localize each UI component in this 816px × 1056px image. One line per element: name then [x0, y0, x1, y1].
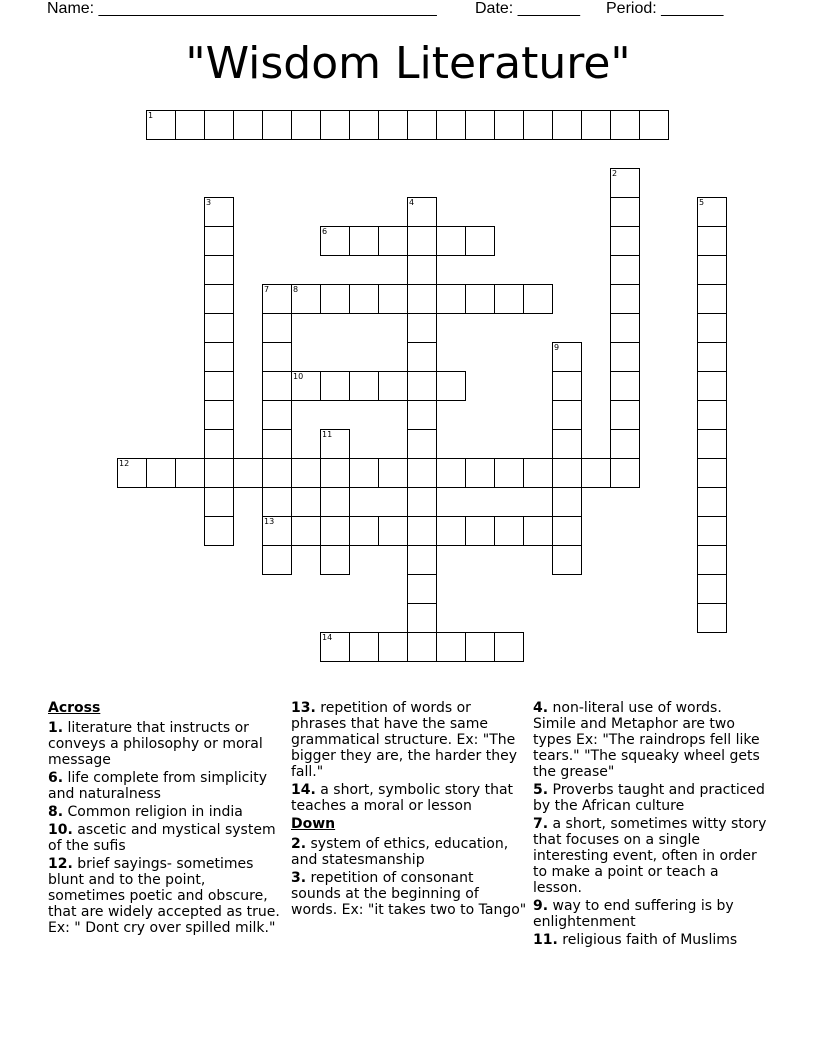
crossword-cell[interactable]	[552, 516, 582, 546]
across-heading: Across	[48, 700, 101, 716]
crossword-cell[interactable]	[436, 516, 466, 546]
crossword-cell[interactable]	[291, 110, 321, 140]
clue-text: system of ethics, education, and statesmanship	[291, 836, 509, 868]
crossword-cell[interactable]	[204, 400, 234, 430]
crossword-cell[interactable]	[610, 284, 640, 314]
crossword-cell[interactable]	[610, 429, 640, 459]
clue-item	[48, 720, 283, 768]
crossword-cell[interactable]	[697, 255, 727, 285]
clue-number: 8.	[48, 804, 64, 820]
crossword-cell[interactable]	[204, 284, 234, 314]
clue-number: 8	[293, 285, 299, 294]
crossword-cell[interactable]	[465, 110, 495, 140]
crossword-cell[interactable]	[436, 371, 466, 401]
crossword-cell[interactable]	[610, 371, 640, 401]
clue-number: 10.	[48, 822, 73, 838]
crossword-cell[interactable]	[378, 371, 408, 401]
crossword-cell[interactable]	[407, 632, 437, 662]
crossword-cell[interactable]	[407, 400, 437, 430]
crossword-cell[interactable]	[320, 371, 350, 401]
crossword-cell[interactable]	[407, 197, 437, 227]
crossword-cell[interactable]	[407, 574, 437, 604]
clue-number: 10	[293, 372, 304, 381]
crossword-cell[interactable]	[552, 429, 582, 459]
clue-number: 4	[409, 198, 415, 207]
crossword-cell[interactable]	[494, 632, 524, 662]
crossword-cell[interactable]	[349, 226, 379, 256]
crossword-cell[interactable]	[639, 110, 669, 140]
crossword-cell[interactable]	[407, 255, 437, 285]
crossword-cell[interactable]	[146, 110, 176, 140]
clue-number: 2	[612, 169, 618, 178]
crossword-cell[interactable]	[291, 371, 321, 401]
crossword-cell[interactable]	[407, 545, 437, 575]
crossword-cell[interactable]	[262, 284, 292, 314]
crossword-cell[interactable]	[436, 632, 466, 662]
crossword-cell[interactable]	[175, 110, 205, 140]
crossword-cell[interactable]	[552, 110, 582, 140]
clue-number: 3	[206, 198, 212, 207]
crossword-cell[interactable]	[378, 226, 408, 256]
clues-column-3	[533, 700, 769, 950]
crossword-cell[interactable]	[291, 516, 321, 546]
crossword-cell[interactable]	[697, 516, 727, 546]
crossword-cell[interactable]	[407, 516, 437, 546]
clue-text: Proverbs taught and practiced by the African culture	[533, 782, 765, 814]
crossword-cell[interactable]	[349, 110, 379, 140]
crossword-cell[interactable]	[407, 458, 437, 488]
clue-item	[533, 898, 769, 930]
clue-number: 4.	[533, 700, 549, 716]
crossword-cell[interactable]	[494, 458, 524, 488]
crossword-cell[interactable]	[697, 458, 727, 488]
crossword-cell[interactable]	[552, 400, 582, 430]
crossword-cell[interactable]	[523, 516, 553, 546]
crossword-cell[interactable]	[697, 197, 727, 227]
crossword-cell[interactable]	[523, 458, 553, 488]
crossword-cell[interactable]	[349, 371, 379, 401]
name-field[interactable]: Name: ______________________________________	[47, 0, 437, 17]
clue-text: religious faith of Muslims	[557, 932, 738, 948]
clue-number: 13.	[291, 700, 316, 716]
crossword-cell[interactable]	[697, 603, 727, 633]
clue-text: ascetic and mystical system of the sufis	[48, 822, 276, 854]
crossword-cell[interactable]	[581, 110, 611, 140]
crossword-cell[interactable]	[552, 487, 582, 517]
clue-number: 5	[699, 198, 705, 207]
clue-text: repetition of words or phrases that have the same grammatical structure. Ex: "The bigger they are, the harder they fall."	[291, 700, 517, 780]
crossword-cell[interactable]	[465, 226, 495, 256]
clue-number: 6.	[48, 770, 64, 786]
period-field[interactable]: Period: _______	[606, 0, 724, 17]
clue-number: 14.	[291, 782, 316, 798]
clue-number: 6	[322, 227, 328, 236]
crossword-cell[interactable]	[117, 458, 147, 488]
crossword-cell[interactable]	[291, 458, 321, 488]
clue-item	[533, 816, 769, 896]
crossword-cell[interactable]	[407, 313, 437, 343]
crossword-cell[interactable]	[552, 371, 582, 401]
clue-number: 2.	[291, 836, 307, 852]
crossword-cell[interactable]	[262, 429, 292, 459]
crossword-cell[interactable]	[320, 110, 350, 140]
clue-number: 11.	[533, 932, 558, 948]
crossword-cell[interactable]	[262, 545, 292, 575]
crossword-cell[interactable]	[465, 284, 495, 314]
crossword-cell[interactable]	[407, 226, 437, 256]
crossword-cell[interactable]	[349, 458, 379, 488]
clue-text: non-literal use of words. Simile and Metaphor are two types Ex: "The raindrops fell like tears." "The squeaky wheel gets the grease"	[533, 700, 760, 780]
crossword-cell[interactable]	[494, 110, 524, 140]
crossword-cell[interactable]	[407, 284, 437, 314]
crossword-cell[interactable]	[291, 284, 321, 314]
clue-number: 7.	[533, 816, 549, 832]
crossword-cell[interactable]	[610, 226, 640, 256]
clue-item	[48, 804, 283, 820]
clue-text: a short, sometimes witty story that focuses on a single interesting event, often in order to make a point or teach a lesson.	[533, 816, 767, 896]
crossword-cell[interactable]	[697, 371, 727, 401]
crossword-cell[interactable]	[204, 313, 234, 343]
crossword-cell[interactable]	[349, 284, 379, 314]
clue-number: 11	[322, 430, 333, 439]
crossword-cell[interactable]	[697, 313, 727, 343]
crossword-cell[interactable]	[436, 458, 466, 488]
clue-item	[533, 932, 769, 948]
clue-item	[48, 856, 283, 936]
crossword-cell[interactable]	[407, 603, 437, 633]
crossword-cell[interactable]	[262, 342, 292, 372]
crossword-cell[interactable]	[697, 342, 727, 372]
crossword-cell[interactable]	[465, 458, 495, 488]
crossword-cell[interactable]	[378, 284, 408, 314]
crossword-cell[interactable]	[204, 110, 234, 140]
crossword-cell[interactable]	[320, 226, 350, 256]
crossword-cell[interactable]	[610, 168, 640, 198]
clue-text: literature that instructs or conveys a philosophy or moral message	[48, 720, 263, 768]
clue-item	[48, 822, 283, 854]
crossword-cell[interactable]	[407, 110, 437, 140]
crossword-cell[interactable]	[610, 342, 640, 372]
clue-text: brief sayings- sometimes blunt and to the point, sometimes poetic and obscure, that are widely accepted as true. Ex: " Dont cry over spilled milk."	[48, 856, 280, 936]
crossword-cell[interactable]	[552, 545, 582, 575]
clue-text: repetition of consonant sounds at the beginning of words. Ex: "it takes two to Tango"	[291, 870, 527, 918]
crossword-cell[interactable]	[378, 110, 408, 140]
crossword-cell[interactable]	[465, 516, 495, 546]
crossword-cell[interactable]	[204, 255, 234, 285]
clue-item	[291, 700, 527, 780]
crossword-cell[interactable]	[610, 458, 640, 488]
crossword-cell[interactable]	[581, 458, 611, 488]
clue-text: Common religion in india	[63, 804, 243, 820]
clue-number: 14	[322, 633, 333, 642]
crossword-cell[interactable]	[146, 458, 176, 488]
clue-number: 12.	[48, 856, 73, 872]
crossword-cell[interactable]	[407, 371, 437, 401]
down-heading: Down	[291, 816, 336, 832]
crossword-cell[interactable]	[233, 458, 263, 488]
crossword-cell[interactable]	[262, 400, 292, 430]
crossword-cell[interactable]	[697, 545, 727, 575]
crossword-cell[interactable]	[204, 226, 234, 256]
crossword-cell[interactable]	[320, 545, 350, 575]
crossword-cell[interactable]	[262, 313, 292, 343]
clue-item	[291, 782, 527, 814]
date-field[interactable]: Date: _______	[475, 0, 580, 17]
crossword-cell[interactable]	[349, 516, 379, 546]
clue-text: a short, symbolic story that teaches a moral or lesson	[291, 782, 514, 814]
crossword-cell[interactable]	[320, 487, 350, 517]
clue-text: life complete from simplicity and naturalness	[48, 770, 268, 802]
clue-number: 13	[264, 517, 275, 526]
crossword-cell[interactable]	[378, 632, 408, 662]
crossword-cell[interactable]	[552, 458, 582, 488]
crossword-cell[interactable]	[610, 400, 640, 430]
clue-number: 12	[119, 459, 130, 468]
crossword-cell[interactable]	[610, 255, 640, 285]
crossword-cell[interactable]	[697, 226, 727, 256]
crossword-cell[interactable]	[320, 458, 350, 488]
crossword-cell[interactable]	[175, 458, 205, 488]
crossword-cell[interactable]	[436, 284, 466, 314]
crossword-cell[interactable]	[436, 110, 466, 140]
crossword-cell[interactable]	[204, 429, 234, 459]
clue-text: way to end suffering is by enlightenment	[533, 898, 734, 930]
crossword-cell[interactable]	[436, 226, 466, 256]
crossword-cell[interactable]	[697, 487, 727, 517]
crossword-cell[interactable]	[523, 110, 553, 140]
clues-column-2	[291, 700, 527, 920]
crossword-cell[interactable]	[465, 632, 495, 662]
clue-number: 3.	[291, 870, 307, 886]
crossword-cell[interactable]	[378, 458, 408, 488]
crossword-cell[interactable]	[697, 429, 727, 459]
clue-number: 5.	[533, 782, 549, 798]
crossword-cell[interactable]	[610, 110, 640, 140]
crossword-cell[interactable]	[233, 110, 263, 140]
crossword-cell[interactable]	[204, 516, 234, 546]
crossword-cell[interactable]	[523, 284, 553, 314]
clue-number: 7	[264, 285, 270, 294]
crossword-cell[interactable]	[378, 516, 408, 546]
crossword-cell[interactable]	[262, 110, 292, 140]
crossword-cell[interactable]	[320, 516, 350, 546]
clue-number: 9.	[533, 898, 549, 914]
crossword-cell[interactable]	[262, 487, 292, 517]
clues-column-1	[48, 700, 283, 938]
crossword-cell[interactable]	[204, 197, 234, 227]
crossword-cell[interactable]	[697, 284, 727, 314]
crossword-cell[interactable]	[320, 429, 350, 459]
crossword-cell[interactable]	[204, 342, 234, 372]
crossword-cell[interactable]	[349, 632, 379, 662]
clue-number: 9	[554, 343, 560, 352]
clue-item	[291, 870, 527, 918]
crossword-cell[interactable]	[320, 632, 350, 662]
clue-number: 1.	[48, 720, 64, 736]
crossword-cell[interactable]	[407, 342, 437, 372]
crossword-cell[interactable]	[610, 197, 640, 227]
crossword-cell[interactable]	[320, 284, 350, 314]
crossword-cell[interactable]	[262, 458, 292, 488]
page-title: "Wisdom Literature"	[185, 38, 631, 89]
crossword-cell[interactable]	[204, 487, 234, 517]
clue-item	[533, 700, 769, 780]
crossword-cell[interactable]	[262, 516, 292, 546]
clue-item	[291, 836, 527, 868]
crossword-cell[interactable]	[610, 313, 640, 343]
clue-item	[533, 782, 769, 814]
crossword-cell[interactable]	[204, 371, 234, 401]
crossword-cell[interactable]	[407, 487, 437, 517]
crossword-cell[interactable]	[204, 458, 234, 488]
crossword-cell[interactable]	[494, 284, 524, 314]
clue-item	[48, 770, 283, 802]
crossword-cell[interactable]	[697, 400, 727, 430]
clue-number: 1	[148, 111, 154, 120]
crossword-cell[interactable]	[494, 516, 524, 546]
crossword-cell[interactable]	[697, 574, 727, 604]
crossword-cell[interactable]	[552, 342, 582, 372]
crossword-cell[interactable]	[407, 429, 437, 459]
crossword-cell[interactable]	[262, 371, 292, 401]
